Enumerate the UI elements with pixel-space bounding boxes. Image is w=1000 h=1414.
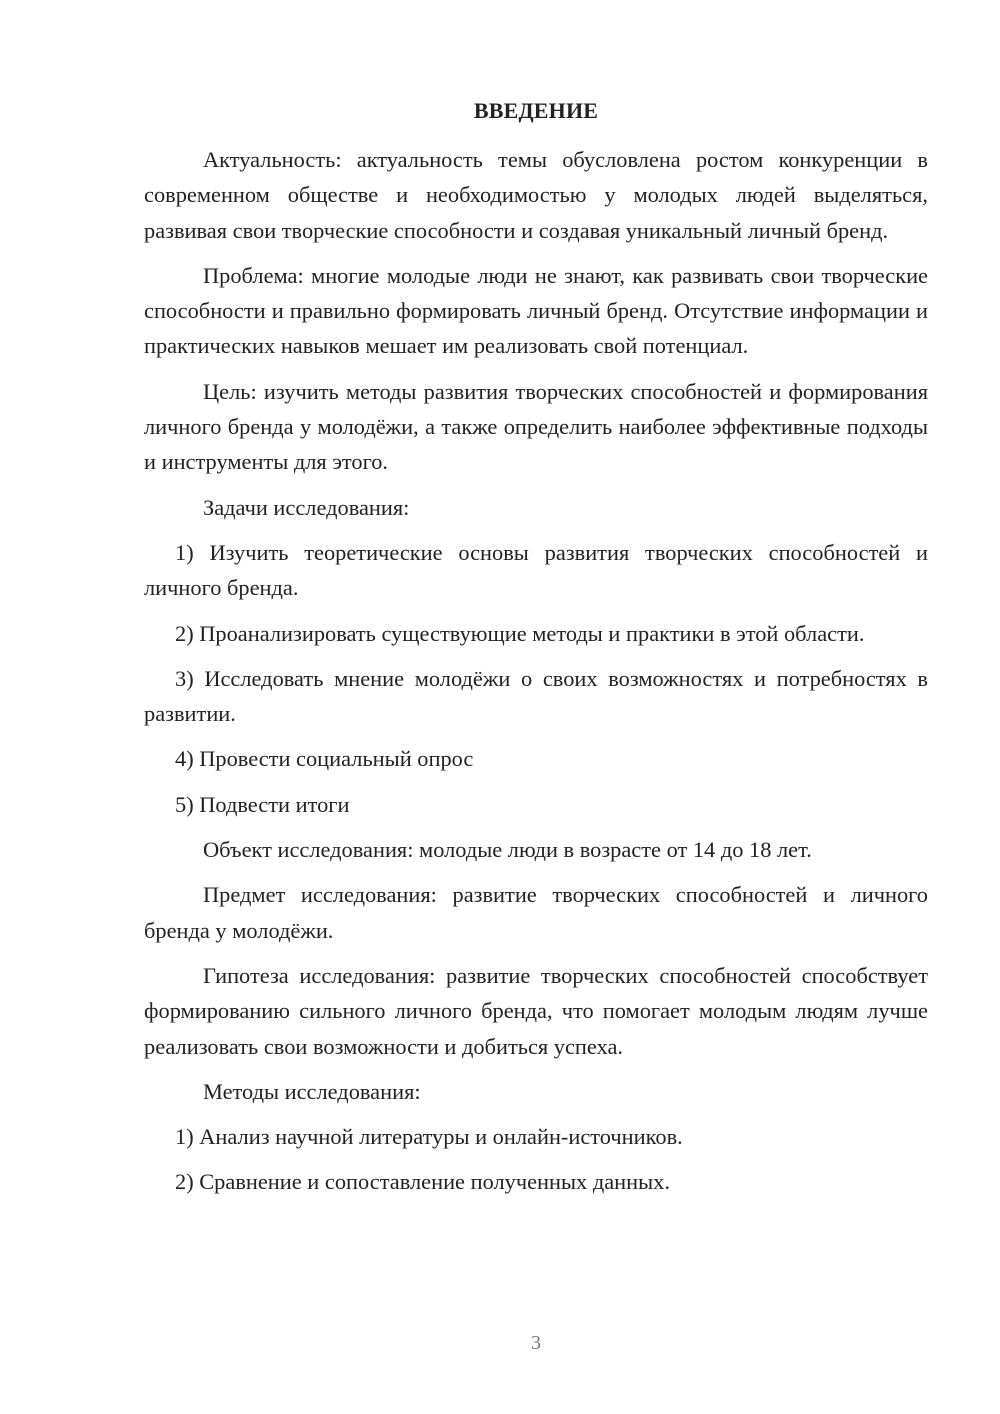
methods-heading: Методы исследования: xyxy=(203,1078,421,1104)
problem-paragraph: Проблема: многие молодые люди не знают, как развивать свои творческие способности и правильно формировать личный бренд. Отсутствие информации и практических навыков мешает им реализовать свой потенциал. xyxy=(144,262,928,359)
goal-paragraph: Цель: изучить методы развития творческих способностей и формирования личного бренда у молодёжи, а также определить наиболее эффективные подходы и инструменты для этого. xyxy=(144,378,928,475)
object-paragraph: Объект исследования: молодые люди в возрасте от 14 до 18 лет. xyxy=(203,837,812,863)
document-body xyxy=(144,142,928,1200)
relevance-paragraph: Актуальность: актуальность темы обусловлена ростом конкуренции в современном обществе и необходимостью у молодых людей выделяться, развивая свои творческие способности и создавая уникальный личный бренд. xyxy=(144,147,928,243)
hypothesis-paragraph: Гипотеза исследования: развитие творческих способностей способствует формированию сильного личного бренда, что помогает молодым людям лучше реализовать свои возможности и добиться успеха. xyxy=(144,962,928,1059)
section-heading: ВВЕДЕНИЕ xyxy=(473,98,599,123)
task-item-2: 2) Проанализировать существующие методы и практики в этой области. xyxy=(175,620,865,646)
page-number: 3 xyxy=(531,1332,541,1354)
method-item-1: 1) Анализ научной литературы и онлайн-источников. xyxy=(175,1124,683,1150)
subject-paragraph: Предмет исследования: развитие творческих способностей и личного бренда у молодёжи. xyxy=(144,882,928,943)
method-item-2: 2) Сравнение и сопоставление полученных данных. xyxy=(175,1169,670,1195)
document-page xyxy=(144,0,928,1414)
task-item-5: 5) Подвести итоги xyxy=(175,791,350,817)
task-item-1: 1) Изучить теоретические основы развития творческих способностей и личного бренда. xyxy=(144,539,928,601)
task-item-4: 4) Провести социальный опрос xyxy=(175,746,474,772)
task-item-3: 3) Исследовать мнение молодёжи о своих возможностях и потребностях в развитии. xyxy=(144,665,928,727)
tasks-heading: Задачи исследования: xyxy=(203,494,410,520)
